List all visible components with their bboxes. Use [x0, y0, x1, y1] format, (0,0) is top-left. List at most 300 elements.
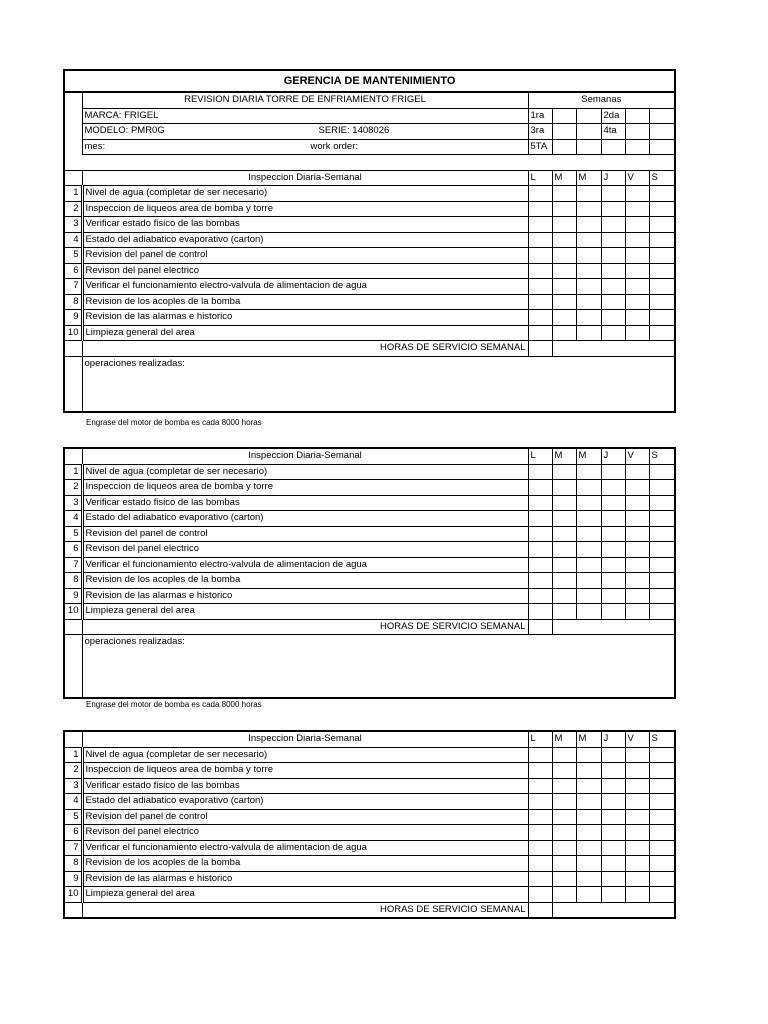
day-check-cell[interactable]	[576, 557, 601, 573]
day-check-cell[interactable]	[576, 588, 601, 604]
serie-field[interactable]: SERIE: 1408026	[318, 125, 390, 137]
day-check-cell[interactable]	[576, 573, 601, 589]
day-check-cell[interactable]	[552, 871, 576, 887]
day-check-cell[interactable]	[649, 747, 675, 763]
day-check-cell[interactable]	[576, 186, 601, 202]
day-check-cell[interactable]	[601, 186, 625, 202]
day-check-cell[interactable]	[649, 604, 675, 620]
row-number: 7	[64, 279, 82, 295]
day-check-cell[interactable]	[601, 604, 625, 620]
row-number: 4	[64, 794, 82, 810]
day-check-cell[interactable]	[552, 325, 576, 341]
day-check-cell[interactable]	[601, 201, 625, 217]
week-2da-value[interactable]	[625, 108, 649, 124]
row-label: Revison del panel electrico	[82, 825, 528, 841]
day-check-cell[interactable]	[601, 542, 625, 558]
row-label: Limpieza general del area	[82, 325, 528, 341]
checklist-row	[64, 495, 675, 511]
work-order-field[interactable]: work order:	[310, 140, 359, 152]
week-5ta-value-2[interactable]	[576, 139, 601, 155]
modelo-field[interactable]: MODELO: PMR0G	[84, 125, 165, 137]
day-check-cell[interactable]	[528, 480, 552, 496]
day-check-cell[interactable]	[576, 325, 601, 341]
day-check-cell[interactable]	[601, 464, 625, 480]
day-check-cell[interactable]	[649, 825, 675, 841]
day-check-cell[interactable]	[552, 201, 576, 217]
day-check-cell[interactable]	[552, 557, 576, 573]
day-check-cell[interactable]	[528, 778, 552, 794]
week-1ra-value-2[interactable]	[576, 108, 601, 124]
row-label: Revision de los acoples de la bomba	[82, 573, 528, 589]
day-check-cell[interactable]	[649, 794, 675, 810]
checklist-row	[64, 464, 675, 480]
day-check-cell[interactable]	[625, 809, 649, 825]
day-check-cell[interactable]	[601, 809, 625, 825]
day-check-cell[interactable]	[576, 778, 601, 794]
day-check-cell[interactable]	[528, 511, 552, 527]
week-5ta-value[interactable]	[552, 139, 576, 155]
week-5ta-value-4[interactable]	[625, 139, 649, 155]
day-check-cell[interactable]	[576, 542, 601, 558]
day-check-cell[interactable]	[625, 840, 649, 856]
day-check-cell[interactable]	[552, 248, 576, 264]
section-header: Inspeccion Diaria-Semanal	[82, 170, 528, 186]
day-check-cell[interactable]	[649, 464, 675, 480]
day-v: V	[625, 731, 649, 747]
day-check-cell[interactable]	[625, 557, 649, 573]
checklist-row	[64, 557, 675, 573]
horas-label: HORAS DE SERVICIO SEMANAL	[82, 902, 528, 918]
day-check-cell[interactable]	[649, 778, 675, 794]
day-check-cell[interactable]	[576, 310, 601, 326]
marca-field[interactable]: MARCA: FRIGEL	[82, 108, 528, 124]
day-check-cell[interactable]	[528, 588, 552, 604]
day-check-cell[interactable]	[576, 279, 601, 295]
day-check-cell[interactable]	[649, 557, 675, 573]
row-label: Estado del adiabatico evaporativo (carton)	[82, 511, 528, 527]
day-check-cell[interactable]	[601, 480, 625, 496]
day-check-cell[interactable]	[552, 480, 576, 496]
day-check-cell[interactable]	[625, 887, 649, 903]
row-label: Verificar estado fisico de las bombas	[82, 495, 528, 511]
row-number: 1	[64, 186, 82, 202]
day-check-cell[interactable]	[601, 279, 625, 295]
checklist-row	[64, 794, 675, 810]
day-check-cell[interactable]	[649, 248, 675, 264]
day-check-cell[interactable]	[625, 542, 649, 558]
day-m2: M	[576, 170, 601, 186]
horas-value[interactable]	[528, 341, 552, 357]
semanas-label: Semanas	[528, 92, 675, 108]
row-number: 4	[64, 232, 82, 248]
day-check-cell[interactable]	[576, 217, 601, 233]
checklist-row	[64, 201, 675, 217]
row-number: 9	[64, 871, 82, 887]
day-check-cell[interactable]	[625, 217, 649, 233]
day-check-cell[interactable]	[601, 840, 625, 856]
day-check-cell[interactable]	[625, 871, 649, 887]
checklist-row	[64, 856, 675, 872]
day-m2: M	[576, 448, 601, 464]
day-v: V	[625, 448, 649, 464]
day-check-cell[interactable]	[576, 871, 601, 887]
day-check-cell[interactable]	[625, 856, 649, 872]
checklist-row	[64, 511, 675, 527]
day-check-cell[interactable]	[576, 747, 601, 763]
day-check-cell[interactable]	[552, 232, 576, 248]
row-label: Nivel de agua (completar de ser necesario)	[82, 186, 528, 202]
day-check-cell[interactable]	[528, 856, 552, 872]
day-j: J	[601, 731, 625, 747]
checklist-row	[64, 325, 675, 341]
day-check-cell[interactable]	[625, 263, 649, 279]
day-check-cell[interactable]	[528, 557, 552, 573]
day-check-cell[interactable]	[576, 201, 601, 217]
day-check-cell[interactable]	[552, 217, 576, 233]
day-check-cell[interactable]	[576, 604, 601, 620]
day-check-cell[interactable]	[552, 794, 576, 810]
checklist-items	[64, 186, 675, 341]
day-check-cell[interactable]	[576, 480, 601, 496]
day-check-cell[interactable]	[625, 325, 649, 341]
day-check-cell[interactable]	[552, 809, 576, 825]
day-check-cell[interactable]	[576, 825, 601, 841]
day-check-cell[interactable]	[528, 825, 552, 841]
day-check-cell[interactable]	[649, 763, 675, 779]
checklist-row	[64, 588, 675, 604]
day-check-cell[interactable]	[649, 279, 675, 295]
day-check-cell[interactable]	[625, 526, 649, 542]
day-check-cell[interactable]	[528, 495, 552, 511]
day-j: J	[601, 448, 625, 464]
day-check-cell[interactable]	[625, 794, 649, 810]
day-check-cell[interactable]	[528, 464, 552, 480]
row-label: Revision de las alarmas e historico	[82, 588, 528, 604]
day-check-cell[interactable]	[528, 809, 552, 825]
day-check-cell[interactable]	[601, 511, 625, 527]
day-check-cell[interactable]	[552, 840, 576, 856]
day-check-cell[interactable]	[601, 557, 625, 573]
week-5ta: 5TA	[528, 139, 552, 155]
day-check-cell[interactable]	[528, 186, 552, 202]
day-check-cell[interactable]	[625, 480, 649, 496]
section-header: Inspeccion Diaria-Semanal	[82, 448, 528, 464]
mes-field[interactable]: mes:	[84, 140, 106, 152]
day-check-cell[interactable]	[601, 263, 625, 279]
day-check-cell[interactable]	[625, 604, 649, 620]
checklist-row	[64, 186, 675, 202]
row-number: 5	[64, 526, 82, 542]
day-check-cell[interactable]	[625, 464, 649, 480]
day-check-cell[interactable]	[576, 511, 601, 527]
row-label: Verificar estado fisico de las bombas	[82, 778, 528, 794]
day-check-cell[interactable]	[528, 604, 552, 620]
day-check-cell[interactable]	[552, 263, 576, 279]
day-check-cell[interactable]	[601, 825, 625, 841]
day-check-cell[interactable]	[625, 279, 649, 295]
day-check-cell[interactable]	[625, 778, 649, 794]
day-check-cell[interactable]	[552, 604, 576, 620]
day-check-cell[interactable]	[552, 495, 576, 511]
day-check-cell[interactable]	[601, 325, 625, 341]
day-check-cell[interactable]	[601, 217, 625, 233]
week-2da-value-2[interactable]	[649, 108, 675, 124]
day-check-cell[interactable]	[625, 763, 649, 779]
day-check-cell[interactable]	[625, 310, 649, 326]
checklist-row	[64, 887, 675, 903]
ops-field[interactable]: operaciones realizadas:	[82, 356, 675, 412]
day-check-cell[interactable]	[576, 526, 601, 542]
day-check-cell[interactable]	[601, 778, 625, 794]
modelo-serie-row	[82, 124, 528, 140]
day-check-cell[interactable]	[552, 763, 576, 779]
day-check-cell[interactable]	[552, 464, 576, 480]
day-check-cell[interactable]	[625, 186, 649, 202]
row-number: 5	[64, 248, 82, 264]
day-check-cell[interactable]	[649, 573, 675, 589]
day-check-cell[interactable]	[528, 871, 552, 887]
day-check-cell[interactable]	[649, 526, 675, 542]
day-check-cell[interactable]	[625, 573, 649, 589]
day-l: L	[528, 170, 552, 186]
day-check-cell[interactable]	[649, 887, 675, 903]
day-check-cell[interactable]	[552, 747, 576, 763]
day-check-cell[interactable]	[649, 186, 675, 202]
checklist-row	[64, 825, 675, 841]
day-check-cell[interactable]	[625, 201, 649, 217]
maintenance-table-3	[63, 730, 676, 919]
day-check-cell[interactable]	[576, 232, 601, 248]
row-number: 5	[64, 809, 82, 825]
day-check-cell[interactable]	[576, 495, 601, 511]
row-label: Estado del adiabatico evaporativo (carton)	[82, 232, 528, 248]
row-number: 2	[64, 763, 82, 779]
row-number: 2	[64, 480, 82, 496]
week-3ra: 3ra	[528, 124, 552, 140]
day-check-cell[interactable]	[576, 856, 601, 872]
week-3ra-value[interactable]	[552, 124, 576, 140]
day-check-cell[interactable]	[552, 588, 576, 604]
row-label: Estado del adiabatico evaporativo (carton)	[82, 794, 528, 810]
ops-field[interactable]: operaciones realizadas:	[82, 635, 675, 699]
day-check-cell[interactable]	[552, 856, 576, 872]
day-check-cell[interactable]	[649, 217, 675, 233]
row-label: Nivel de agua (completar de ser necesario)	[82, 464, 528, 480]
day-m1: M	[552, 731, 576, 747]
day-check-cell[interactable]	[649, 856, 675, 872]
day-check-cell[interactable]	[576, 464, 601, 480]
day-check-cell[interactable]	[601, 887, 625, 903]
day-l: L	[528, 448, 552, 464]
day-check-cell[interactable]	[552, 310, 576, 326]
day-check-cell[interactable]	[649, 232, 675, 248]
day-check-cell[interactable]	[601, 856, 625, 872]
day-check-cell[interactable]	[528, 542, 552, 558]
day-check-cell[interactable]	[528, 763, 552, 779]
checklist-row	[64, 217, 675, 233]
row-number: 6	[64, 263, 82, 279]
day-check-cell[interactable]	[528, 840, 552, 856]
day-check-cell[interactable]	[601, 526, 625, 542]
week-5ta-value-5[interactable]	[649, 139, 675, 155]
day-check-cell[interactable]	[576, 294, 601, 310]
day-check-cell[interactable]	[528, 279, 552, 295]
week-5ta-value-3[interactable]	[601, 139, 625, 155]
day-check-cell[interactable]	[601, 495, 625, 511]
day-check-cell[interactable]	[601, 794, 625, 810]
day-check-cell[interactable]	[649, 495, 675, 511]
form-subtitle: REVISION DIARIA TORRE DE ENFRIAMIENTO FRIGEL	[82, 92, 528, 108]
day-check-cell[interactable]	[576, 840, 601, 856]
day-check-cell[interactable]	[528, 248, 552, 264]
form-title: GERENCIA DE MANTENIMIENTO	[64, 70, 675, 92]
week-2da: 2da	[601, 108, 625, 124]
day-s: S	[649, 448, 675, 464]
week-1ra-value[interactable]	[552, 108, 576, 124]
day-check-cell[interactable]	[601, 747, 625, 763]
row-number: 3	[64, 778, 82, 794]
day-check-cell[interactable]	[601, 588, 625, 604]
day-check-cell[interactable]	[649, 201, 675, 217]
day-check-cell[interactable]	[528, 294, 552, 310]
day-check-cell[interactable]	[528, 526, 552, 542]
day-check-cell[interactable]	[576, 248, 601, 264]
checklist-row	[64, 263, 675, 279]
day-s: S	[649, 170, 675, 186]
row-label: Inspeccion de liqueos area de bomba y torre	[82, 480, 528, 496]
day-check-cell[interactable]	[649, 542, 675, 558]
checklist-row	[64, 542, 675, 558]
day-check-cell[interactable]	[552, 573, 576, 589]
day-s: S	[649, 731, 675, 747]
day-check-cell[interactable]	[625, 747, 649, 763]
day-check-cell[interactable]	[552, 825, 576, 841]
row-label: Revision del panel de control	[82, 526, 528, 542]
day-v: V	[625, 170, 649, 186]
day-check-cell[interactable]	[625, 495, 649, 511]
day-check-cell[interactable]	[649, 871, 675, 887]
checklist-items	[64, 747, 675, 902]
day-check-cell[interactable]	[528, 201, 552, 217]
row-number: 7	[64, 557, 82, 573]
day-check-cell[interactable]	[552, 887, 576, 903]
horas-label: HORAS DE SERVICIO SEMANAL	[82, 619, 528, 635]
day-j: J	[601, 170, 625, 186]
day-check-cell[interactable]	[528, 887, 552, 903]
day-check-cell[interactable]	[528, 325, 552, 341]
row-number: 8	[64, 856, 82, 872]
day-check-cell[interactable]	[528, 310, 552, 326]
day-check-cell[interactable]	[625, 511, 649, 527]
day-check-cell[interactable]	[576, 809, 601, 825]
day-check-cell[interactable]	[625, 588, 649, 604]
mes-workorder-row	[82, 139, 528, 155]
horas-value[interactable]	[528, 902, 552, 918]
day-check-cell[interactable]	[552, 294, 576, 310]
checklist-row	[64, 526, 675, 542]
day-check-cell[interactable]	[601, 573, 625, 589]
day-check-cell[interactable]	[625, 232, 649, 248]
day-check-cell[interactable]	[625, 825, 649, 841]
day-check-cell[interactable]	[552, 778, 576, 794]
day-check-cell[interactable]	[576, 794, 601, 810]
row-number: 7	[64, 840, 82, 856]
day-check-cell[interactable]	[649, 809, 675, 825]
day-check-cell[interactable]	[601, 310, 625, 326]
day-check-cell[interactable]	[528, 794, 552, 810]
checklist-row	[64, 310, 675, 326]
day-check-cell[interactable]	[625, 248, 649, 264]
row-number: 9	[64, 588, 82, 604]
day-check-cell[interactable]	[649, 325, 675, 341]
row-number: 9	[64, 310, 82, 326]
day-check-cell[interactable]	[576, 887, 601, 903]
day-check-cell[interactable]	[576, 263, 601, 279]
day-check-cell[interactable]	[528, 747, 552, 763]
checklist-row	[64, 763, 675, 779]
day-check-cell[interactable]	[528, 573, 552, 589]
row-label: Revision de las alarmas e historico	[82, 310, 528, 326]
day-check-cell[interactable]	[601, 248, 625, 264]
row-label: Inspeccion de liqueos area de bomba y torre	[82, 201, 528, 217]
checklist-row	[64, 747, 675, 763]
row-label: Limpieza general del area	[82, 604, 528, 620]
row-label: Revision de las alarmas e historico	[82, 871, 528, 887]
week-3ra-value-2[interactable]	[576, 124, 601, 140]
row-number: 2	[64, 201, 82, 217]
day-check-cell[interactable]	[649, 840, 675, 856]
day-check-cell[interactable]	[649, 480, 675, 496]
day-check-cell[interactable]	[552, 511, 576, 527]
day-check-cell[interactable]	[576, 763, 601, 779]
row-label: Verificar el funcionamiento electro-valvula de alimentacion de agua	[82, 557, 528, 573]
day-check-cell[interactable]	[649, 310, 675, 326]
horas-label: HORAS DE SERVICIO SEMANAL	[82, 341, 528, 357]
checklist-row	[64, 778, 675, 794]
day-check-cell[interactable]	[528, 263, 552, 279]
row-number: 10	[64, 325, 82, 341]
checklist-row	[64, 248, 675, 264]
day-check-cell[interactable]	[601, 763, 625, 779]
day-check-cell[interactable]	[528, 232, 552, 248]
day-check-cell[interactable]	[601, 232, 625, 248]
day-l: L	[528, 731, 552, 747]
row-label: Revision de los acoples de la bomba	[82, 294, 528, 310]
day-check-cell[interactable]	[552, 526, 576, 542]
week-4ta-value-2[interactable]	[649, 124, 675, 140]
checklist-row	[64, 840, 675, 856]
horas-value[interactable]	[528, 619, 552, 635]
day-check-cell[interactable]	[649, 263, 675, 279]
day-check-cell[interactable]	[552, 279, 576, 295]
checklist-row	[64, 604, 675, 620]
grease-note: Engrase del motor de bomba es cada 8000 horas	[86, 418, 262, 427]
day-check-cell[interactable]	[528, 217, 552, 233]
maintenance-table-2	[63, 447, 676, 699]
day-check-cell[interactable]	[625, 294, 649, 310]
day-check-cell[interactable]	[552, 542, 576, 558]
day-check-cell[interactable]	[649, 588, 675, 604]
week-4ta-value[interactable]	[625, 124, 649, 140]
day-check-cell[interactable]	[601, 871, 625, 887]
day-check-cell[interactable]	[649, 511, 675, 527]
day-check-cell[interactable]	[601, 294, 625, 310]
checklist-row	[64, 871, 675, 887]
row-label: Revision de los acoples de la bomba	[82, 856, 528, 872]
day-check-cell[interactable]	[552, 186, 576, 202]
row-label: Verificar el funcionamiento electro-valvula de alimentacion de agua	[82, 840, 528, 856]
day-check-cell[interactable]	[649, 294, 675, 310]
